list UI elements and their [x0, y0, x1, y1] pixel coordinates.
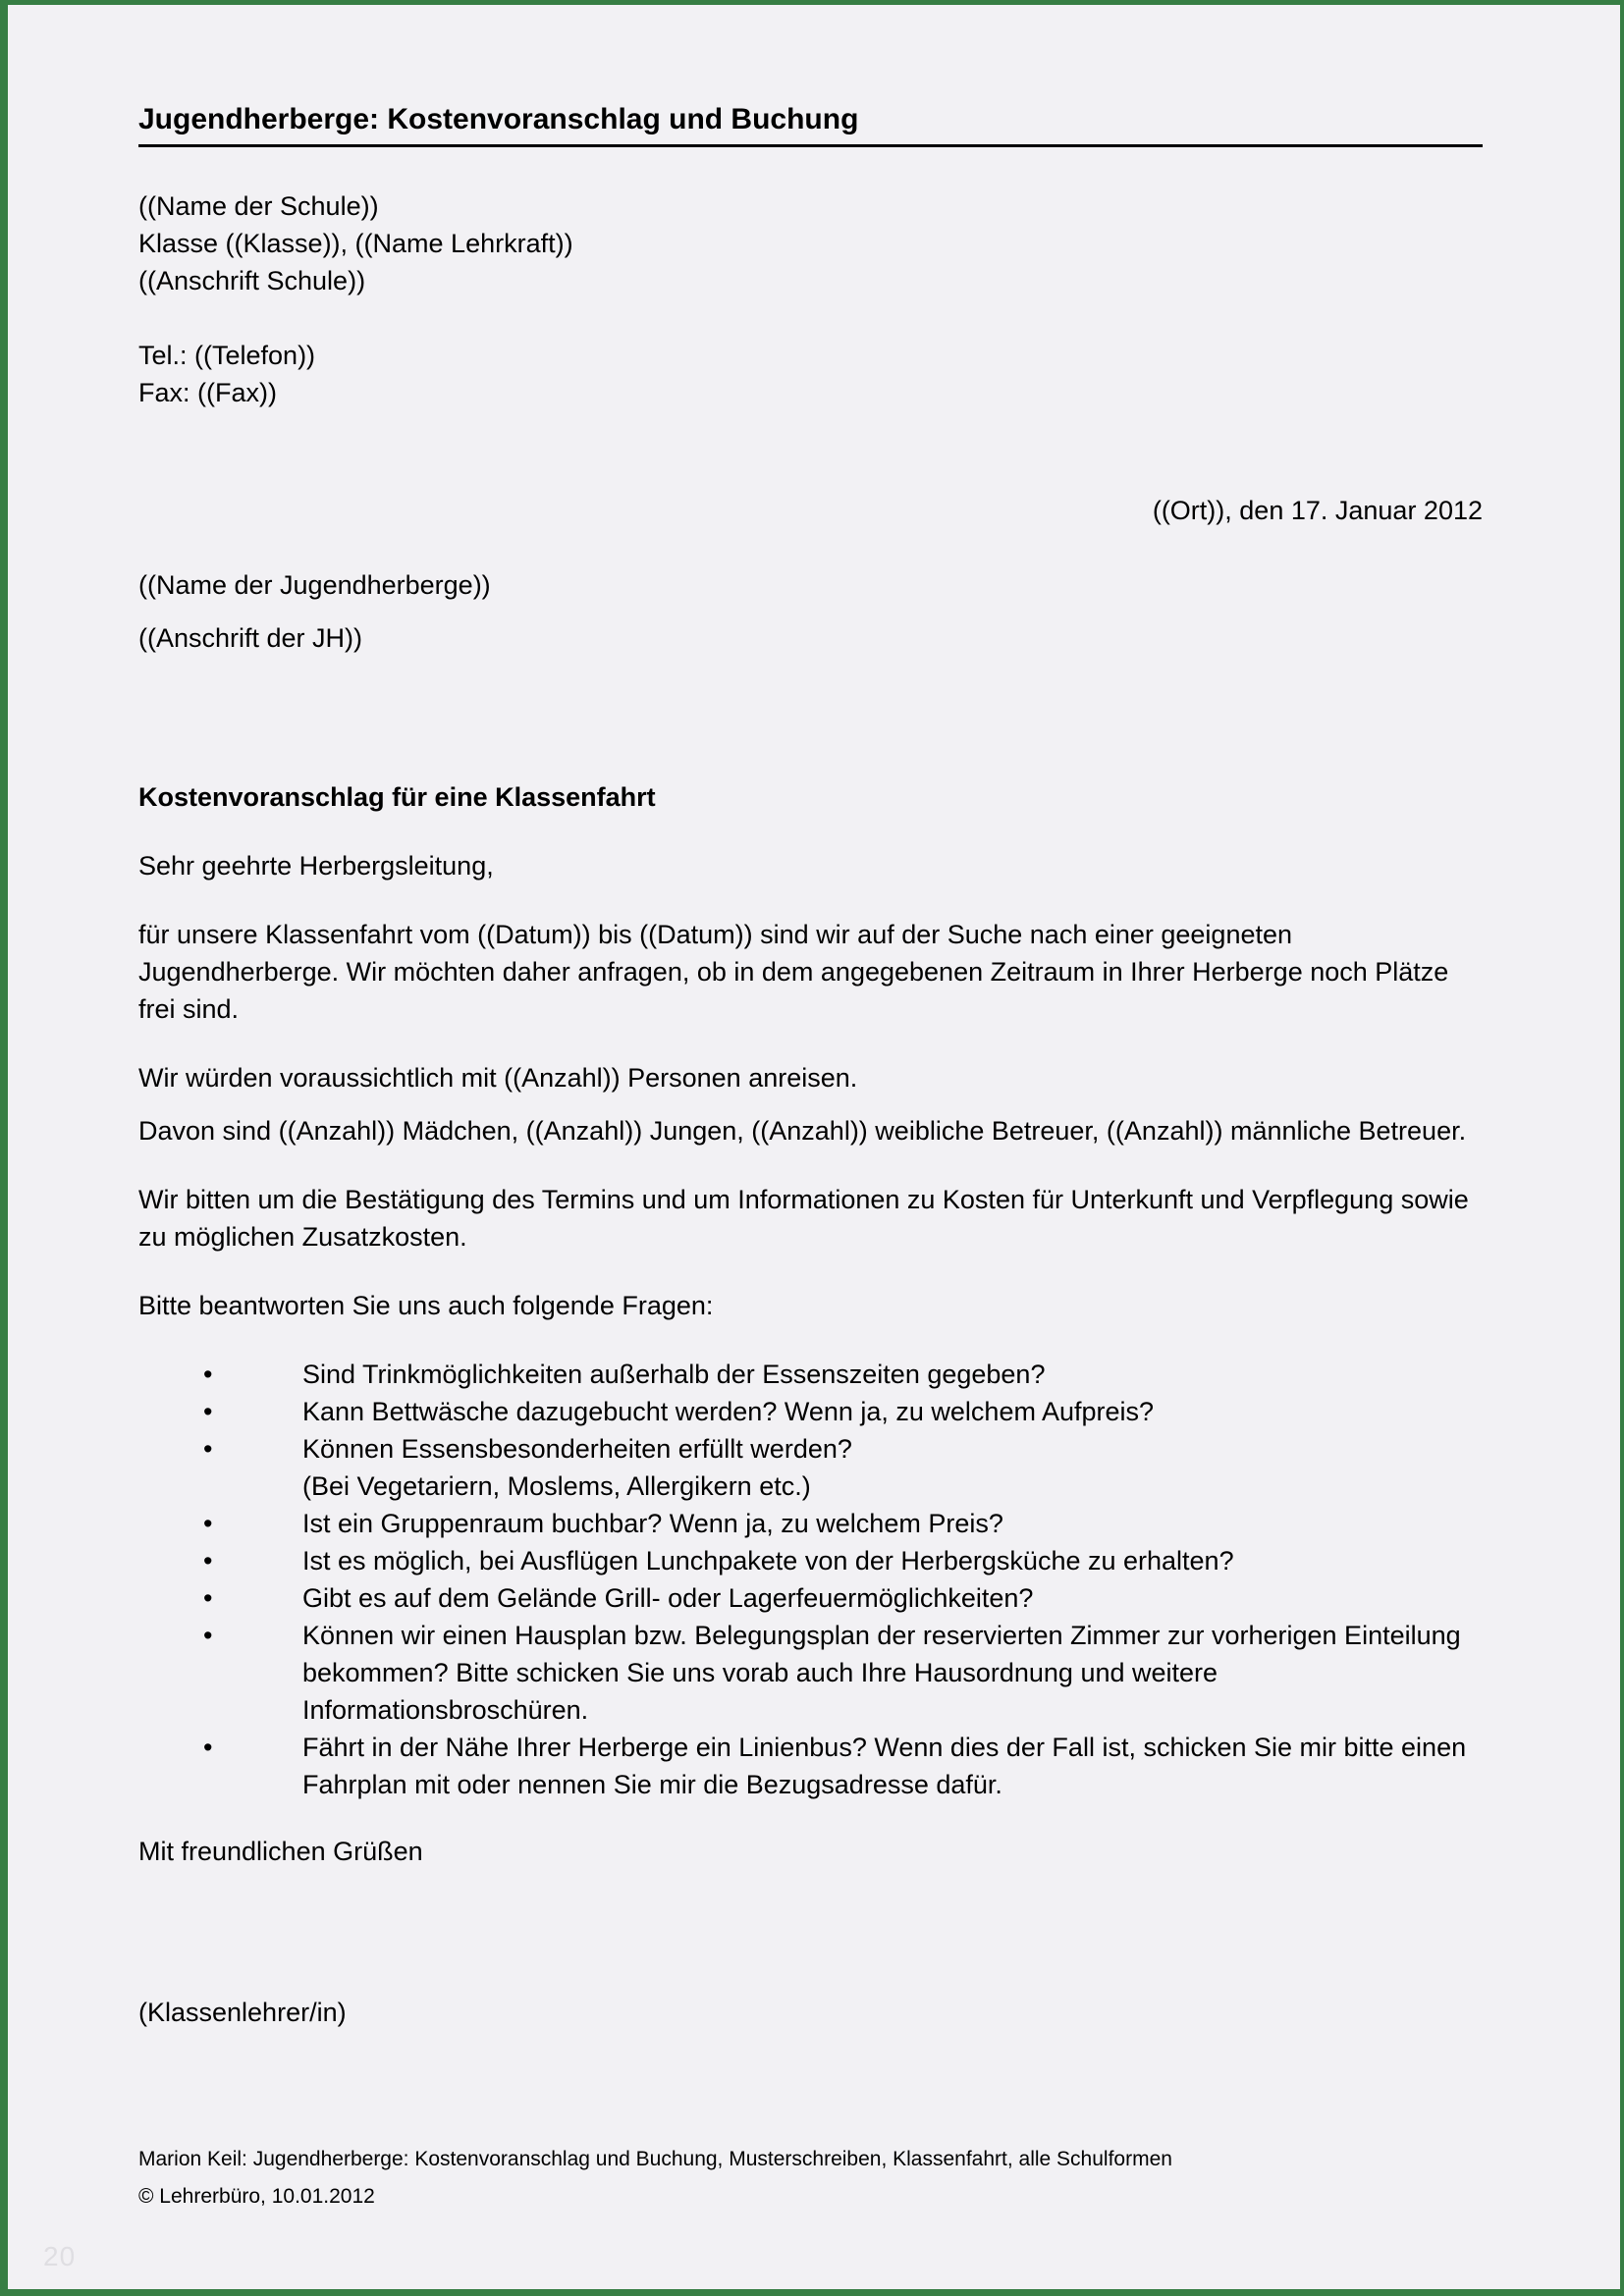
- questions-intro: Bitte beantworten Sie uns auch folgende Fragen:: [138, 1291, 714, 1320]
- question-text: Ist ein Gruppenraum buchbar? Wenn ja, zu welchem Preis?: [302, 1509, 1003, 1538]
- list-item: [138, 1542, 1483, 1579]
- subject-line: Kostenvoranschlag für eine Klassenfahrt: [138, 782, 656, 812]
- list-item-text: [302, 1505, 1483, 1542]
- body-paragraph: Wir bitten um die Bestätigung des Termins und um Informationen zu Kosten für Unterkunft und Verpflegung sowie zu möglichen Zusatzkosten.: [138, 1185, 1469, 1252]
- list-item-text: [302, 1356, 1483, 1393]
- text-line: © Lehrerbüro, 10.01.2012: [138, 2185, 375, 2208]
- date-line: ((Ort)), den 17. Januar 2012: [1152, 496, 1483, 525]
- list-item-text: [302, 1617, 1483, 1729]
- contact-block: [138, 337, 1483, 411]
- text-line: Tel.: ((Telefon)): [138, 341, 316, 370]
- list-item: [138, 1579, 1483, 1617]
- question-text: Ist es möglich, bei Ausflügen Lunchpakete von der Herbergsküche zu erhalten?: [302, 1546, 1234, 1575]
- list-item-text: [302, 1729, 1483, 1803]
- salutation: Sehr geehrte Herbergsleitung,: [138, 851, 494, 881]
- page-title: Jugendherberge: Kostenvoranschlag und Buchung: [138, 103, 1483, 147]
- list-item: [138, 1617, 1483, 1729]
- text-line: Klasse ((Klasse)), ((Name Lehrkraft)): [138, 229, 573, 258]
- text-line: ((Name der Schule)): [138, 191, 379, 221]
- list-item: [138, 1505, 1483, 1542]
- bullet-icon: •: [203, 1434, 213, 1464]
- body-paragraph: für unsere Klassenfahrt vom ((Datum)) bis ((Datum)) sind wir auf der Suche nach einer geeigneten Jugendherberge. Wir möchten daher anfragen, ob in dem angegebenen Zeitraum in Ihrer Herberge noch Plätze frei sind.: [138, 920, 1449, 1024]
- footer: [138, 2141, 1483, 2216]
- list-item: [138, 1393, 1483, 1430]
- text-line: Marion Keil: Jugendherberge: Kostenvoranschlag und Buchung, Musterschreiben, Klassenfahrt, alle Schulformen: [138, 2148, 1172, 2170]
- letter-content: [8, 5, 1620, 2216]
- closing-line: Mit freundlichen Grüßen: [138, 1837, 423, 1866]
- question-text: Kann Bettwäsche dazugebucht werden? Wenn ja, zu welchem Aufpreis?: [302, 1397, 1155, 1426]
- list-item-text: [302, 1393, 1483, 1430]
- question-text: Fährt in der Nähe Ihrer Herberge ein Linienbus? Wenn dies der Fall ist, schicken Sie mir bitte einen Fahrplan mit oder nennen Sie mir die Bezugsadresse dafür.: [302, 1733, 1467, 1799]
- question-text: Gibt es auf dem Gelände Grill- oder Lagerfeuermöglichkeiten?: [302, 1583, 1034, 1613]
- signature-line: (Klassenlehrer/in): [138, 1998, 347, 2027]
- body-paragraphs: [138, 916, 1483, 1255]
- question-text: Können wir einen Hausplan bzw. Belegungsplan der reservierten Zimmer zur vorherigen Einteilung bekommen? Bitte schicken Sie uns vorab auch Ihre Hausordnung und weitere Informationsbroschüren.: [302, 1621, 1461, 1725]
- question-text: Können Essensbesonderheiten erfüllt werden?: [302, 1434, 852, 1464]
- bullet-icon: •: [203, 1583, 213, 1613]
- list-item-text: [302, 1579, 1483, 1617]
- list-item: [138, 1356, 1483, 1393]
- list-item-text: [302, 1430, 1483, 1505]
- text-line: Fax: ((Fax)): [138, 378, 277, 407]
- body-paragraph: Davon sind ((Anzahl)) Mädchen, ((Anzahl)) Jungen, ((Anzahl)) weibliche Betreuer, ((Anzahl)) männliche Betreuer.: [138, 1116, 1467, 1146]
- bullet-icon: •: [203, 1360, 213, 1389]
- list-item: [138, 1430, 1483, 1505]
- text-line: ((Anschrift Schule)): [138, 266, 366, 295]
- question-subtext: (Bei Vegetariern, Moslems, Allergikern etc.): [302, 1471, 811, 1501]
- list-item-text: [302, 1542, 1483, 1579]
- bullet-icon: •: [203, 1397, 213, 1426]
- bullet-icon: •: [203, 1621, 213, 1650]
- bullet-icon: •: [203, 1546, 213, 1575]
- recipient-address: ((Anschrift der JH)): [138, 623, 363, 653]
- bullet-icon: •: [203, 1509, 213, 1538]
- list-item: [138, 1729, 1483, 1803]
- watermark-text: 20: [43, 2241, 77, 2271]
- recipient-name: ((Name der Jugendherberge)): [138, 570, 491, 600]
- sender-address-block: [138, 187, 1483, 299]
- questions-list: [138, 1356, 1483, 1803]
- question-text: Sind Trinkmöglichkeiten außerhalb der Essenszeiten gegeben?: [302, 1360, 1046, 1389]
- bullet-icon: •: [203, 1733, 213, 1762]
- body-paragraph: Wir würden voraussichtlich mit ((Anzahl)) Personen anreisen.: [138, 1063, 858, 1093]
